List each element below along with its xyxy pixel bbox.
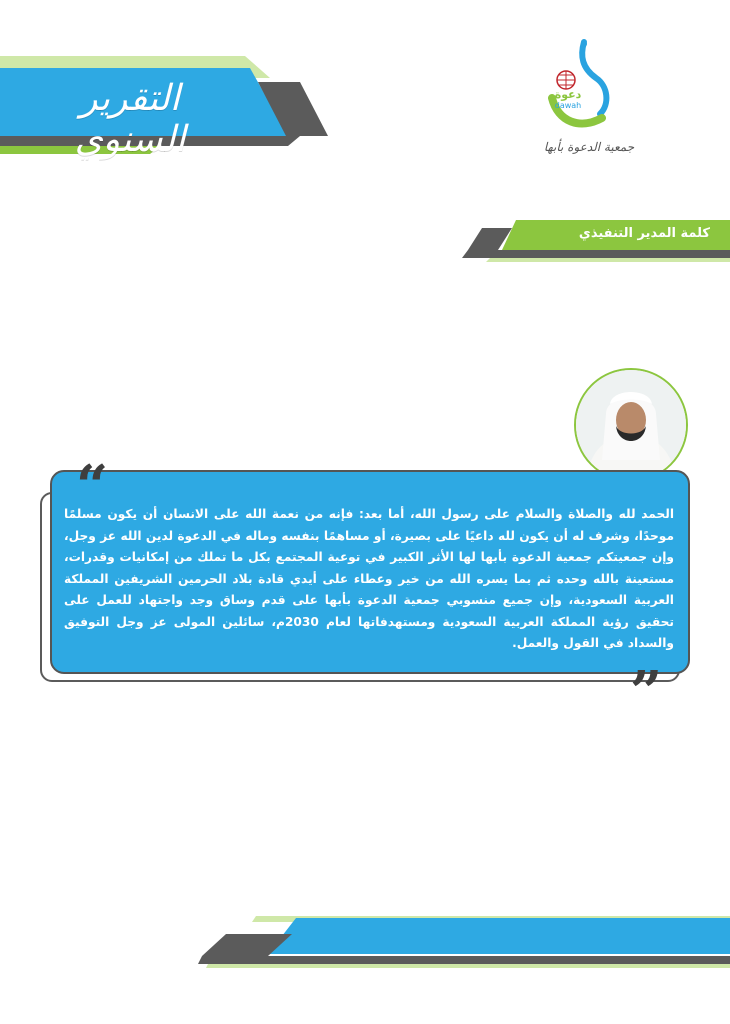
director-photo [574, 368, 688, 482]
section-title: كلمة المدير التنفيذي [578, 226, 710, 241]
logo-tagline: جمعية الدعوة بأبها [543, 140, 635, 154]
footer-band [196, 914, 730, 970]
close-quote-icon: ” [630, 659, 663, 725]
report-title: التقرير السنوي [74, 78, 186, 160]
director-message: الحمد لله والصلاة والسلام على رسول الله، أما بعد: فإنه من نعمة الله على الانسان أن يكون مسلمًا موحدًا، وشرف له أن يكون لله داعيًا على بصيرة، أو مساهمًا بنفسه وماله في الدعوة لدين الله عز وجل، وإن جمعيتكم جمعية الدعوة بأبها لها الأثر الكبير في توعية المجتمع بكل ما تملك من إمكانيات وقدرات، مستعينة بالله وحده ثم بما يسره الله من خير وعطاء على أيدي قادة بلاد الحرمين الشريفين المملكة العربية السعودية، وإن جميع منسوبي جمعية الدعوة بأبها على قدم وساق وجد واجتهاد للعمل على تحقيق رؤية المملكة العربية السعودية ومستهدفاتها لعام 2030م، سائلين المولى عز وجل التوفيق والسداد في القول والعمل. [64, 507, 674, 650]
logo-word-latin: dawah [554, 101, 582, 110]
open-quote-icon: “ [76, 453, 109, 519]
logo-word-arabic: دعوة [554, 88, 582, 101]
person-silhouette-icon [576, 370, 686, 480]
